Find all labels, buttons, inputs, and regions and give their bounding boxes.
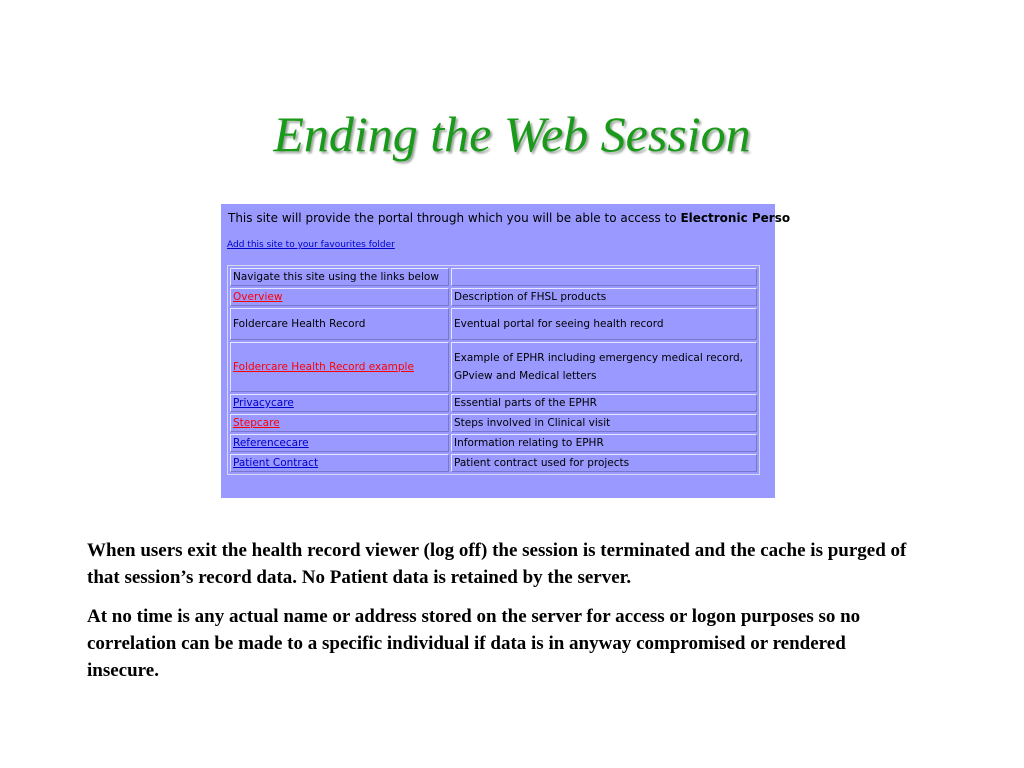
embedded-website-screenshot — [221, 204, 791, 498]
nav-label: Foldercare Health Record — [233, 318, 366, 330]
nav-cell-description — [451, 288, 757, 306]
paragraph-no-identifiers: At no time is any actual name or address stored on the server for access or logon purposes so no correlation can be made to a specific individual if data is in anyway compromised or rendered insecure. — [87, 606, 861, 681]
table-row — [230, 308, 757, 340]
nav-link[interactable]: Referencecare — [233, 437, 309, 449]
intro-text — [228, 210, 790, 226]
nav-cell-description — [451, 268, 757, 286]
nav-cell-name — [230, 454, 449, 472]
nav-cell-name — [230, 414, 449, 432]
description-text: Description of FHSL products — [454, 291, 607, 303]
table-row — [230, 288, 757, 306]
description-text: Information relating to EPHR — [454, 437, 604, 449]
nav-link[interactable]: Stepcare — [233, 417, 280, 429]
description-text: Steps involved in Clinical visit — [454, 417, 611, 429]
nav-cell-name — [230, 288, 449, 306]
nav-cell-description — [451, 454, 757, 472]
description-text: Example of EPHR including emergency medical record, — [454, 352, 743, 364]
navigation-table — [227, 265, 760, 475]
intro-plain-text: This site will provide the portal through which you will be able to access to — [228, 211, 681, 225]
table-row — [230, 394, 757, 412]
table-row — [230, 268, 757, 286]
add-favourites-link[interactable]: Add this site to your favourites folder — [227, 240, 395, 250]
nav-link[interactable]: Patient Contract — [233, 457, 319, 469]
nav-cell-name — [230, 434, 449, 452]
description-text: Patient contract used for projects — [454, 457, 630, 469]
table-row — [230, 414, 757, 432]
nav-link[interactable]: Overview — [233, 291, 283, 303]
nav-cell-description — [451, 394, 757, 412]
table-row — [230, 434, 757, 452]
table-row — [230, 342, 757, 392]
paragraph-logoff: When users exit the health record viewer (log off) the session is terminated and the cache is purged of that session’s record data. No Patient data is retained by the server. — [87, 540, 907, 588]
nav-cell-name — [230, 394, 449, 412]
nav-cell-name — [230, 308, 449, 340]
table-row — [230, 454, 757, 472]
nav-cell-description — [451, 434, 757, 452]
nav-link[interactable]: Foldercare Health Record example — [233, 361, 414, 373]
nav-link[interactable]: Privacycare — [233, 397, 294, 409]
nav-label: Navigate this site using the links below — [233, 271, 439, 283]
nav-cell-description — [451, 308, 757, 340]
description-text: Eventual portal for seeing health record — [454, 318, 664, 330]
nav-cell-name — [230, 342, 449, 392]
description-text-line-2: GPview and Medical letters — [454, 370, 597, 382]
nav-cell-description — [451, 342, 757, 392]
nav-cell-description — [451, 414, 757, 432]
nav-cell-name — [230, 268, 449, 286]
description-text: Essential parts of the EPHR — [454, 397, 597, 409]
body-text — [87, 537, 907, 696]
intro-bold-text: Electronic Perso — [680, 211, 791, 225]
slide-title: Ending the Web Session — [273, 106, 751, 162]
